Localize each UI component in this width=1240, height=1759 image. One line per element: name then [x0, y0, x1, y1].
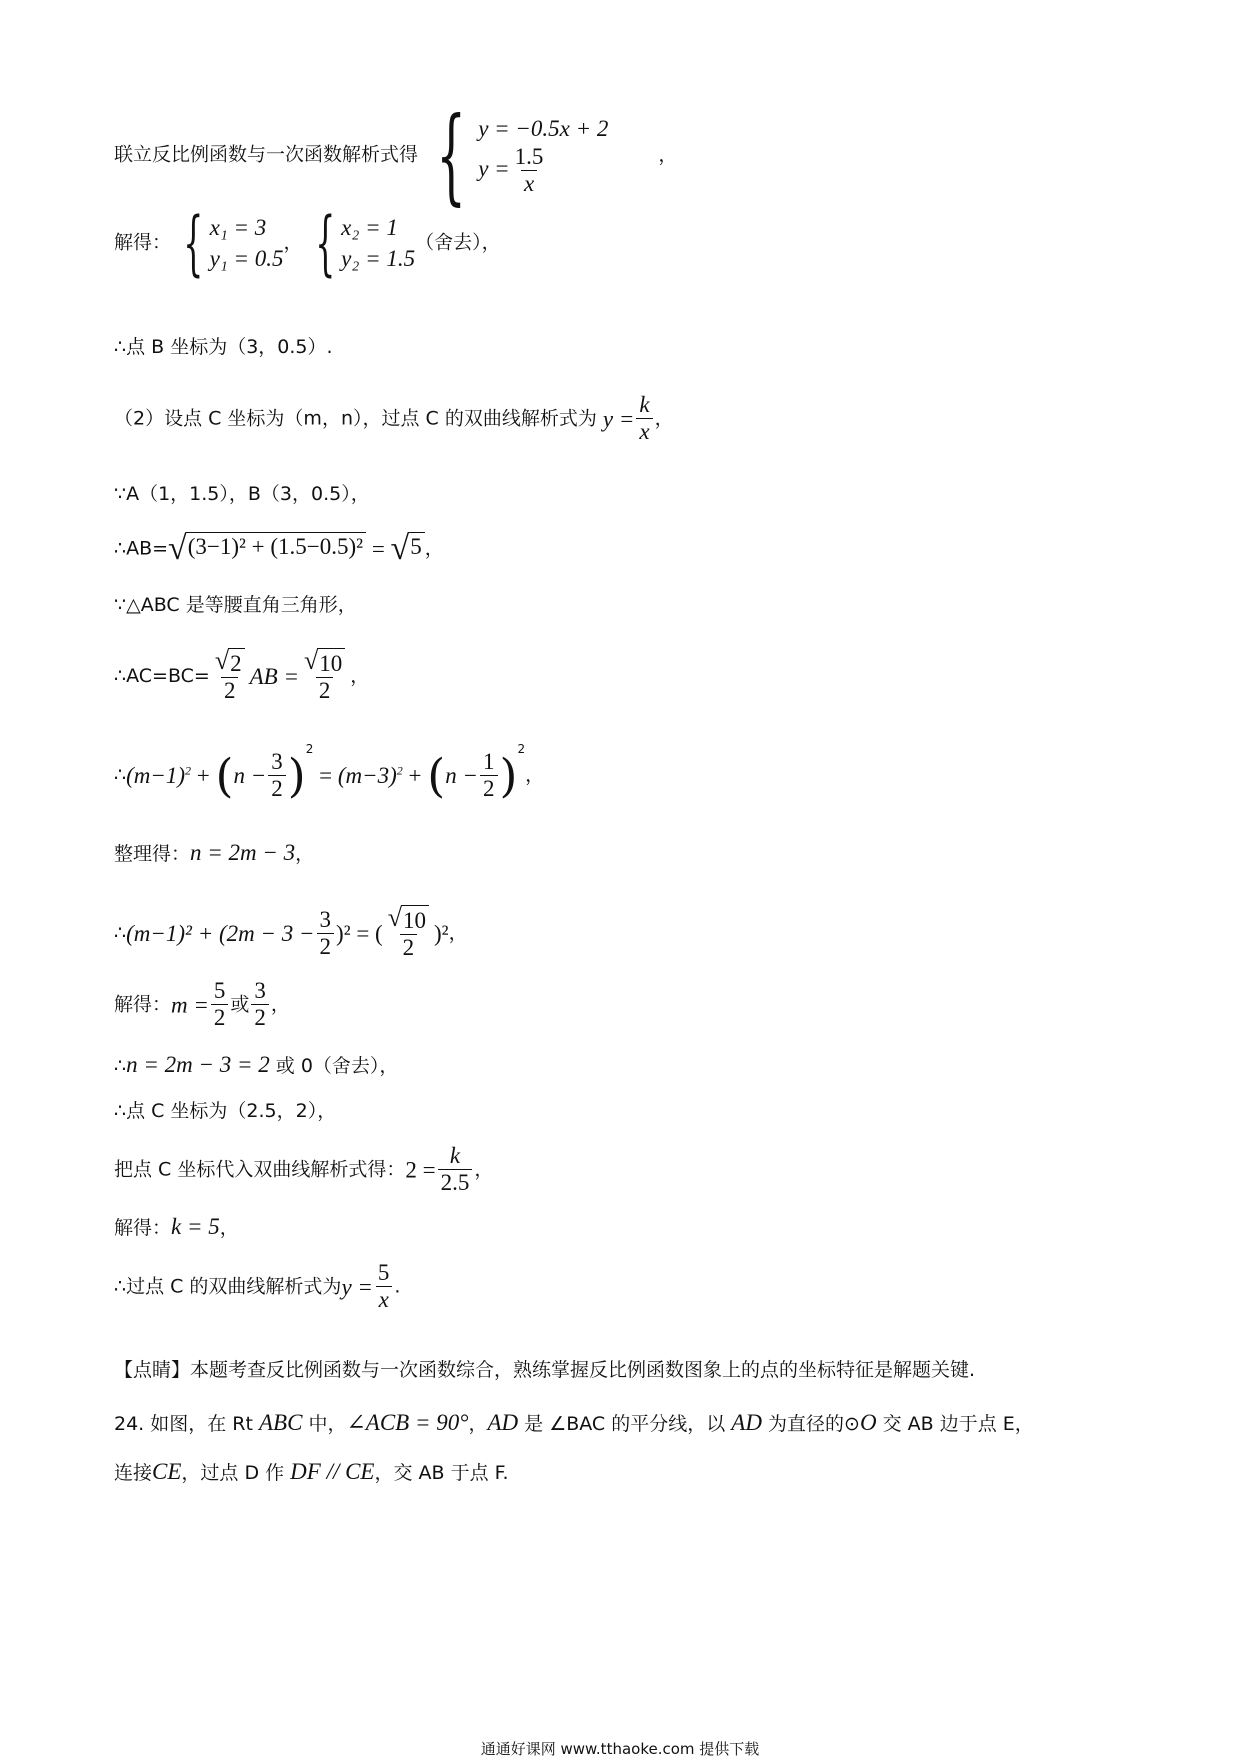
math: n = 2m − 3 [190, 840, 296, 865]
footer-text: 通通好课网 www.tthaoke.com 提供下载 [480, 1740, 760, 1758]
math: ∠ACB = 90° [346, 1410, 469, 1435]
math: O [859, 1410, 877, 1435]
fraction-3-2: $\frac{3}{2}$ [251, 978, 269, 1032]
text: 是 ∠BAC 的平分线，以 [518, 1413, 732, 1435]
math: m = [171, 992, 209, 1018]
math: k = 5 [171, 1214, 220, 1239]
fraction-1-2: $\frac{1}{2}$ [480, 749, 498, 803]
math: AB = [249, 663, 299, 689]
equation-2: y = $\frac{1.5}{x}$ [478, 143, 544, 197]
fraction-sqrt10: √ 10 2 [301, 648, 348, 705]
text: ∴AC=BC= [114, 664, 210, 687]
text: 24. 如图，在 Rt [114, 1413, 253, 1435]
point-b-line: ∴点 B 坐标为（3，0.5）. [114, 336, 333, 358]
math: (m−1)² + (2m − 3 − [126, 920, 315, 946]
part2-line [114, 392, 674, 446]
math: y = [341, 1274, 373, 1300]
question-24-line: 24. 如图，在 Rt ABC 中，∠ACB = 90°，AD 是 ∠BAC 的平分线，以 AD 为直径的⊙O 交 AB 边于点 E， [114, 1410, 1034, 1435]
substitute-c-line [114, 1143, 493, 1197]
math: ABC [259, 1410, 303, 1435]
comma: ， [658, 143, 678, 166]
comma: ， [350, 664, 370, 687]
text: 联立反比例函数与一次函数解析式得 [114, 143, 419, 166]
comma: ， [654, 407, 674, 430]
fraction-k-2.5: $\frac{k}{2.5}$ [438, 1143, 473, 1197]
math: AD [487, 1410, 519, 1435]
math: 2 = [405, 1157, 436, 1183]
substitute-line [114, 905, 468, 962]
fraction-sqrt10: √ 10 2 [385, 905, 432, 962]
fraction: $\frac{k}{x}$ [636, 392, 652, 446]
text: （2）设点 C 坐标为（m，n），过点 C 的双曲线解析式为 [114, 407, 597, 430]
simplify-line [114, 841, 314, 864]
ab-points-line: ∵A（1，1.5），B（3，0.5）， [114, 483, 370, 505]
fraction-3-2: $\frac{3}{2}$ [317, 907, 335, 961]
math: )² = ( [336, 920, 383, 946]
ab-length-line [114, 532, 444, 566]
period: . [394, 1275, 401, 1298]
text: 解得： [114, 993, 172, 1016]
distance-equation-line: $\therefore(m-1)^2 + (n$ − $\frac{3}{2}$ )$^2 = (m-3)^2 + (n$ − $\frac{1}{2}$ )$^2$， [114, 742, 545, 803]
equals: = [366, 536, 391, 562]
text: 解得： [114, 1217, 172, 1239]
text: ，过点 D 作 [181, 1462, 291, 1484]
k-value-line [114, 1215, 239, 1238]
text: 为直径的⊙ [761, 1413, 860, 1435]
comma: ， [270, 993, 290, 1016]
triangle-line: ∵△ABC 是等腰直角三角形， [114, 594, 357, 616]
term-3: $(m-3)^2$ [337, 763, 403, 788]
therefore: ∴ [114, 1055, 127, 1077]
equation-1: y = −0.5x + 2 [478, 115, 609, 141]
text: ，交 AB 于点 F. [374, 1462, 509, 1484]
text: ∴AB= [114, 537, 169, 560]
ac-bc-line [114, 648, 369, 705]
system-line [114, 94, 678, 216]
math: n = 2m − 3 = 2 [126, 1052, 270, 1077]
text: 交 AB 边于点 E， [876, 1413, 1034, 1435]
fraction-5-x: $\frac{5}{x}$ [375, 1260, 393, 1314]
question-24-line-2 [114, 1460, 509, 1483]
comma: ， [474, 1158, 494, 1181]
fraction-sqrt2: √ 2 2 [212, 648, 248, 705]
comma: ， [448, 921, 468, 944]
text: 解得： [114, 231, 172, 254]
remark-line: 【点睛】本题考查反比例函数与一次函数综合，熟练掌握反比例函数图象上的点的坐标特征是解题关键. [114, 1359, 976, 1381]
text: 连接 [114, 1462, 153, 1484]
comma: ， [525, 764, 545, 786]
solve-m-line [114, 978, 290, 1032]
solution-1: { x₁ = 3 y₁ = 0.5 [183, 202, 284, 284]
point-c-line: ∴点 C 坐标为（2.5，2）， [114, 1100, 337, 1122]
term-2: n − [233, 763, 267, 788]
math: CE [152, 1459, 182, 1484]
fraction-3-2: $\frac{3}{2}$ [268, 749, 286, 803]
term-4: n − [445, 763, 479, 788]
text: 整理得： [114, 843, 191, 865]
fraction-5-2: $\frac{5}{2}$ [211, 978, 229, 1032]
text: 把点 C 坐标代入双曲线解析式得： [114, 1158, 406, 1181]
comma: ， [295, 843, 315, 865]
comma: ， [424, 537, 444, 560]
text: （舍去）， [415, 231, 501, 254]
or-text: 或 [230, 993, 250, 1016]
text: 中， [302, 1413, 347, 1435]
comma: ， [219, 1217, 239, 1239]
sqrt-expression: √ (3−1)² + (1.5−0.5)² [168, 532, 366, 566]
solution-2: { x₂ = 1 y₂ = 1.5 [314, 202, 416, 284]
math: y = [602, 406, 635, 432]
math: DF // CE [290, 1459, 375, 1484]
text: ∴过点 C 的双曲线解析式为 [114, 1275, 342, 1298]
brace: { [436, 94, 466, 216]
text: 或 0（舍去）， [269, 1055, 399, 1077]
therefore: ∴ [114, 921, 127, 944]
solution-line [114, 202, 501, 284]
math: AD [731, 1410, 762, 1435]
equation-system [418, 94, 609, 216]
n-value-line [114, 1053, 398, 1076]
comma: ， [283, 231, 303, 254]
sqrt-5: √ 5 [391, 532, 425, 566]
term-1: $(m-1)^2$ [126, 763, 192, 788]
result-line [114, 1260, 400, 1314]
math: )² [434, 920, 449, 946]
therefore: ∴ [114, 764, 127, 786]
